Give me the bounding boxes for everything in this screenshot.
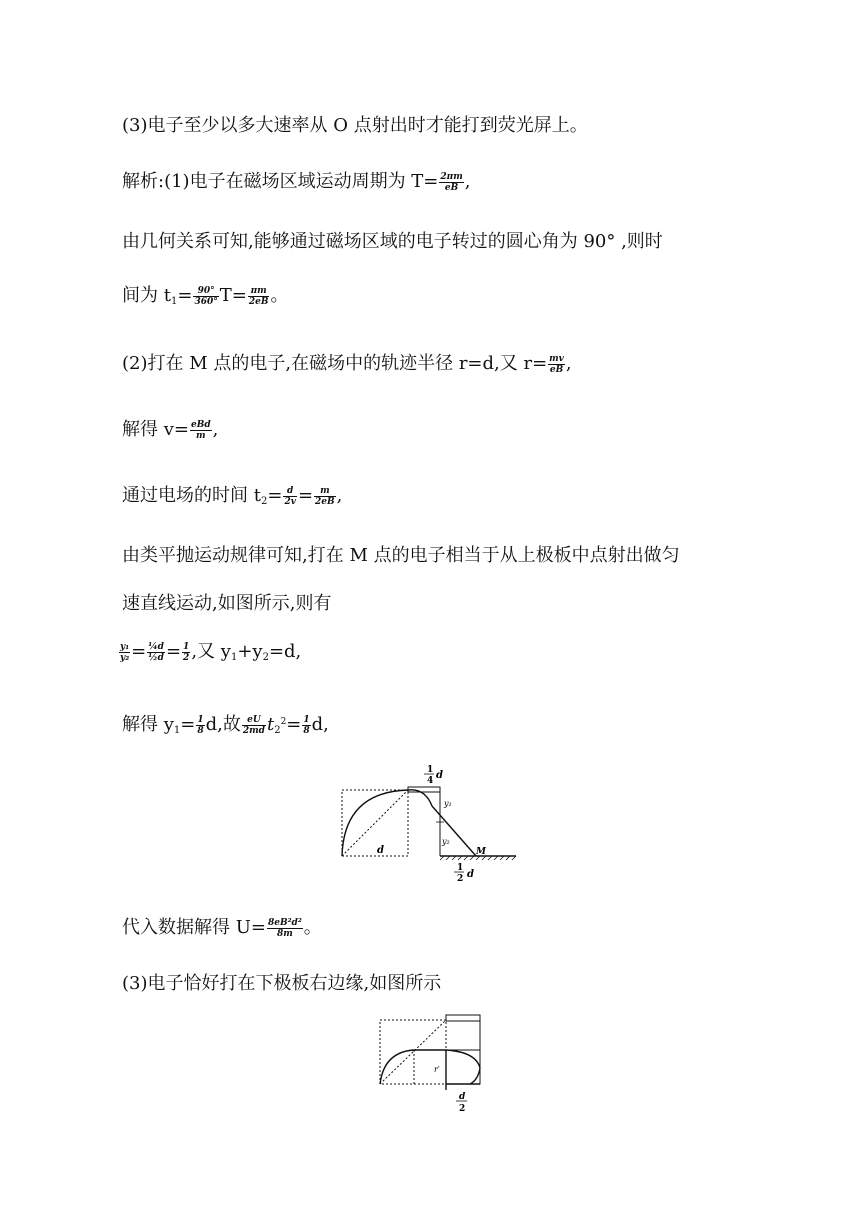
y1-fraction: $\frac{1}{8}$	[197, 714, 204, 736]
fig1-top-var: d	[436, 770, 443, 781]
fig2-bottom-den: 2	[459, 1104, 466, 1114]
question-3-text: (3)电子至少以多大速率从 O 点射出时才能打到荧光屏上。	[122, 115, 588, 136]
analysis-line-9: $\frac{\text{y₁}}{\text{y₂}}$ = $\frac{\text{¼d}}{\text{½d}}$ = $\frac{1}{2}$ ,又 $y_1+y_2=d$,	[120, 641, 302, 663]
fig1-bottom-var: d	[467, 869, 474, 880]
fig1-bottom-num: 1	[457, 863, 464, 873]
fig1-top-den: 4	[427, 776, 434, 786]
figure-1-diagram	[330, 762, 530, 886]
analysis-line-11: 代入数据解得 U= $\frac{\text{8eB²d²}}{8m}$ 。	[122, 917, 322, 939]
period-text: (1)电子在磁场区域运动周期为 T=	[164, 171, 439, 192]
semicircle-arc	[446, 1050, 480, 1084]
fig1-bottom-den: 2	[457, 874, 464, 884]
fig2-bottom-num: d	[459, 1092, 466, 1102]
straight-trajectory	[432, 806, 476, 856]
ratio-fraction-c: $\frac{1}{2}$	[183, 641, 190, 663]
velocity-fraction: $\frac{\text{eBd}}{m}$	[190, 419, 211, 441]
analysis-line-12: (3)电子恰好打在下极板右边缘,如图所示	[122, 973, 442, 994]
ratio-fraction-b: $\frac{\text{¼d}}{\text{½d}}$	[148, 641, 164, 663]
voltage-fraction: $\frac{\text{8eB²d²}}{8m}$	[267, 917, 302, 939]
analysis-line-5: 解得 v= $\frac{\text{eBd}}{m}$ ,	[122, 419, 219, 441]
figure-2-diagram	[374, 1010, 486, 1116]
field-square	[342, 790, 408, 856]
diagonal-dashed-2	[380, 1020, 446, 1084]
ratio-fraction-a: $\frac{\text{y₁}}{\text{y₂}}$	[120, 641, 130, 663]
analysis-line-8: 速直线运动,如图所示,则有	[122, 593, 332, 614]
time1-fraction: $\frac{\pi m}{2eB}$	[248, 285, 269, 307]
time2-fraction-b: $\frac{m}{2eB}$	[315, 485, 335, 507]
upper-plate-2	[446, 1015, 480, 1021]
fig1-top-num: 1	[427, 765, 434, 775]
analysis-line-7: 由类平抛运动规律可知,打在 M 点的电子相当于从上极板中点射出做匀	[122, 545, 680, 566]
period-fraction: $\frac{2\pi m}{eB}$	[440, 171, 463, 193]
fig1-label-d: d	[377, 845, 384, 856]
arc-trajectory	[342, 790, 408, 856]
analysis-line-10: 解得 $y_1=$ $\frac{1}{8}$ d,故 $\frac{eU}{2md}$ $t_2^2=$ $\frac{1}{8}$ d,	[122, 714, 329, 736]
angle-fraction: $\frac{90^\circ}{360^\circ}$	[194, 285, 218, 307]
analysis-line-3: 间为 $t_1=$ $\frac{90^\circ}{360^\circ}$ T= $\frac{\pi m}{2eB}$ 。	[122, 285, 289, 307]
accel-fraction: $\frac{eU}{2md}$	[242, 714, 265, 736]
analysis-line-2: 由几何关系可知,能够通过磁场区域的电子转过的圆心角为 90° ,则时	[122, 231, 663, 252]
diagonal-dashed	[342, 790, 408, 856]
analysis-line-4: (2)打在 M 点的电子,在磁场中的轨迹半径 r=d,又 r= $\frac{mv}{eB}$ ,	[122, 353, 572, 375]
fig1-label-y2: y₂	[442, 837, 450, 846]
fig2-label-r: r′	[434, 1065, 440, 1074]
lower-plate-2	[446, 1050, 480, 1084]
analysis-label: 解析:	[122, 171, 165, 192]
fig1-label-y1: y₁	[444, 799, 452, 808]
analysis-line-6: 通过电场的时间 $t_2=$ $\frac{d}{2v}$ = $\frac{m}{2eB}$ ,	[122, 485, 343, 507]
analysis-line-1: 解析:(1)电子在磁场区域运动周期为 T= $\frac{2\pi m}{eB}$ ,	[122, 171, 471, 193]
radius-fraction: $\frac{mv}{eB}$	[549, 353, 564, 375]
eighth-fraction: $\frac{1}{8}$	[303, 714, 310, 736]
time2-fraction-a: $\frac{d}{2v}$	[284, 485, 296, 507]
fig1-label-M: M	[476, 847, 486, 857]
